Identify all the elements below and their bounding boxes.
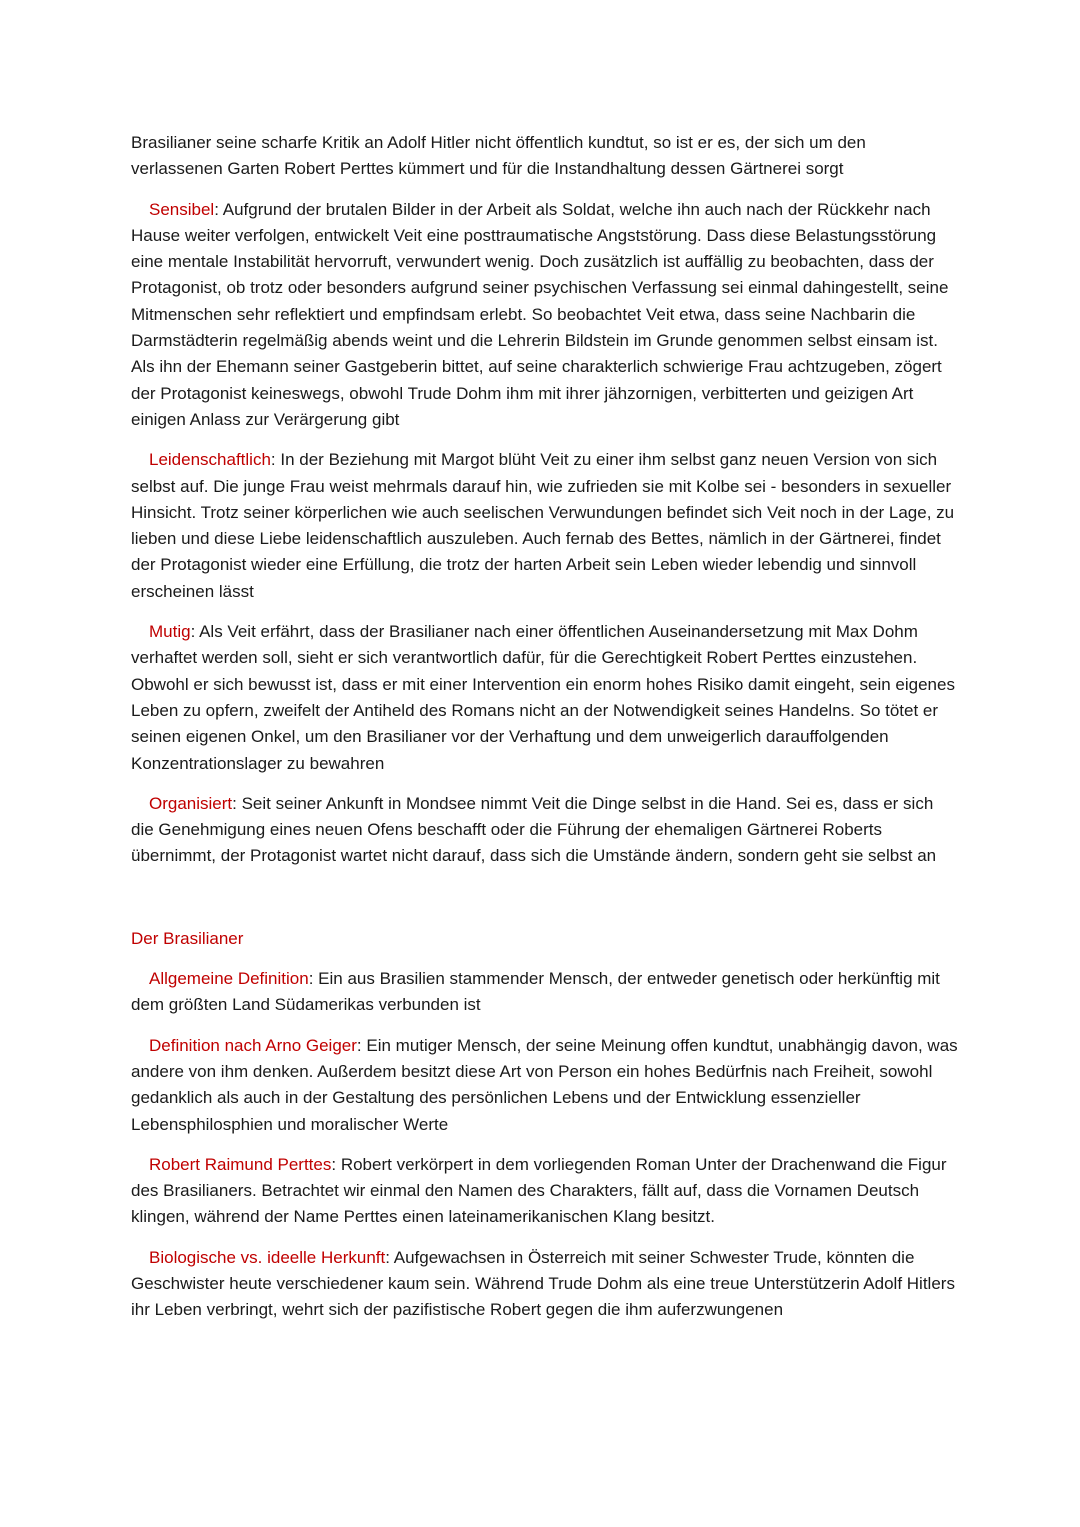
item-text: Ein aus Brasilien stammender Mensch, der entweder genetisch oder herkünftig mit dem größten Land Südamerikas verbunden ist — [131, 969, 940, 1015]
item-text: Aufgewachsen in Österreich mit seiner Schwester Trude, könnten die Geschwister heute verschiedener kaum sein. Während Trude Dohm als eine treue Unterstützerin Adolf Hitlers ihr Leben verbringt, wehrt sich der pazifistische Robert gegen die ihm auferzwungenen — [131, 1247, 955, 1320]
trait-term: Leidenschaftlich — [149, 450, 271, 470]
term-separator: : — [190, 622, 200, 642]
trait-text: Als Veit erfährt, dass der Brasilianer nach einer öffentlichen Auseinandersetzung mit Max Dohm verhaftet werden soll, sieht er sich verantwortlich dafür, für die Gerechtigkeit Robert Perttes einzustehen. Obwohl er sich bewusst ist, dass er mit einer Intervention ein enorm hohes Risiko damit eingeht, sein eigenes Leben zu opfern, zweifelt der Antiheld des Romans nicht an der Notwendigkeit seines Handelns. So tötet er seinen eigenen Onkel, um den Brasilianer vor der Verhaftung und dem unweigerlich darauffolgenden Konzentrationslager zu bewahren — [131, 622, 955, 773]
item-term: Allgemeine Definition — [149, 969, 309, 989]
item-text: Robert verkörpert in dem vorliegenden Roman Unter der Drachenwand die Figur des Brasilianers. Betrachtet wir einmal den Namen des Charakters, fällt auf, dass die Vornamen Deutsch klingen, während der Name Perttes einen lateinamerikanischen Klang besitzt. — [131, 1154, 947, 1227]
trait-text: In der Beziehung mit Margot blüht Veit zu einer ihm selbst ganz neuen Version von sich selbst auf. Die junge Frau weist mehrmals darauf hin, wie zufrieden sie mit Kolbe sei - besonders in sexueller Hinsicht. Trotz seiner körperlichen wie auch seelischen Verwundungen befindet sich Veit noch in der Lage, zu lieben und diese Liebe leidenschaftlich auszuleben. Auch fernab des Bettes, nämlich in der Gärtnerei, findet der Protagonist wieder eine Erfüllung, die trotz der harten Arbeit sein Leben wieder lebendig und sinnvoll erscheinen lässt — [131, 450, 955, 601]
term-separator: : — [331, 1154, 341, 1174]
item-paragraph-definition-geiger — [131, 1033, 960, 1138]
section-heading: Der Brasilianer — [131, 928, 244, 948]
intro-paragraph: Brasilianer seine scharfe Kritik an Adolf Hitler nicht öffentlich kundtut, so ist er es, der sich um den verlassenen Garten Robert Perttes kümmert und für die Instandhaltung dessen Gärtnerei sorgt — [131, 133, 866, 179]
term-separator: : — [356, 1035, 367, 1055]
item-term: Definition nach Arno Geiger — [149, 1035, 357, 1055]
term-separator: : — [232, 793, 242, 813]
term-separator: : — [308, 969, 319, 989]
item-term: Robert Raimund Perttes — [149, 1154, 332, 1174]
trait-paragraph-leidenschaftlich — [131, 447, 960, 605]
trait-paragraph-organisiert — [131, 791, 960, 870]
trait-term: Organisiert — [149, 793, 233, 813]
trait-text: Seit seiner Ankunft in Mondsee nimmt Veit die Dinge selbst in die Hand. Sei es, dass er sich die Genehmigung eines neuen Ofens beschafft oder die Führung der ehemaligen Gärtnerei Roberts übernimmt, der Protagonist wartet nicht darauf, dass sich die Umstände ändern, sondern geht sie selbst an — [131, 793, 937, 866]
item-paragraph-herkunft — [131, 1245, 960, 1324]
item-paragraph-robert-perttes — [131, 1152, 960, 1231]
trait-term: Sensibel — [149, 199, 215, 219]
item-paragraph-allgemeine-definition — [131, 966, 960, 1019]
term-separator: : — [214, 199, 223, 219]
item-text: Ein mutiger Mensch, der seine Meinung offen kundtut, unabhängig davon, was andere von ihm denken. Außerdem besitzt diese Art von Person ein hohes Bedürfnis nach Freiheit, sowohl gedanklich als auch in der Gestaltung des persönlichen Lebens und der Entwicklung essenzieller Lebensphilosphien und moralischer Werte — [131, 1035, 958, 1134]
trait-paragraph-sensibel — [131, 197, 960, 434]
trait-text: Aufgrund der brutalen Bilder in der Arbeit als Soldat, welche ihn auch nach der Rückkehr nach Hause weiter verfolgen, entwickelt Veit eine posttraumatische Angststörung. Dass diese Belastungsstörung eine mentale Instabilität hervorruft, verwundert wenig. Doch zusätzlich ist auffällig zu beobachten, dass der Protagonist, ob trotz oder besonders aufgrund seiner psychischen Verfassung sei einmal dahingestellt, seine Mitmenschen sehr reflektiert und empfindsam erlebt. So beobachtet Veit etwa, dass seine Nachbarin die Darmstädterin regelmäßig abends weint und die Lehrerin Bildstein im Grunde genommen selbst einsam ist. Als ihn der Ehemann seiner Gastgeberin bittet, auf seine charakterlich schwierige Frau achtzugeben, zögert der Protagonist keineswegs, obwohl Trude Dohm ihm mit ihrer jähzornigen, verbitterten und geizigen Art einigen Anlass zur Verärgerung gibt — [131, 199, 949, 429]
term-separator: : — [270, 450, 281, 470]
item-term: Biologische vs. ideelle Herkunft — [149, 1247, 386, 1267]
trait-paragraph-mutig — [131, 619, 960, 777]
term-separator: : — [385, 1247, 394, 1267]
trait-term: Mutig — [149, 622, 191, 642]
